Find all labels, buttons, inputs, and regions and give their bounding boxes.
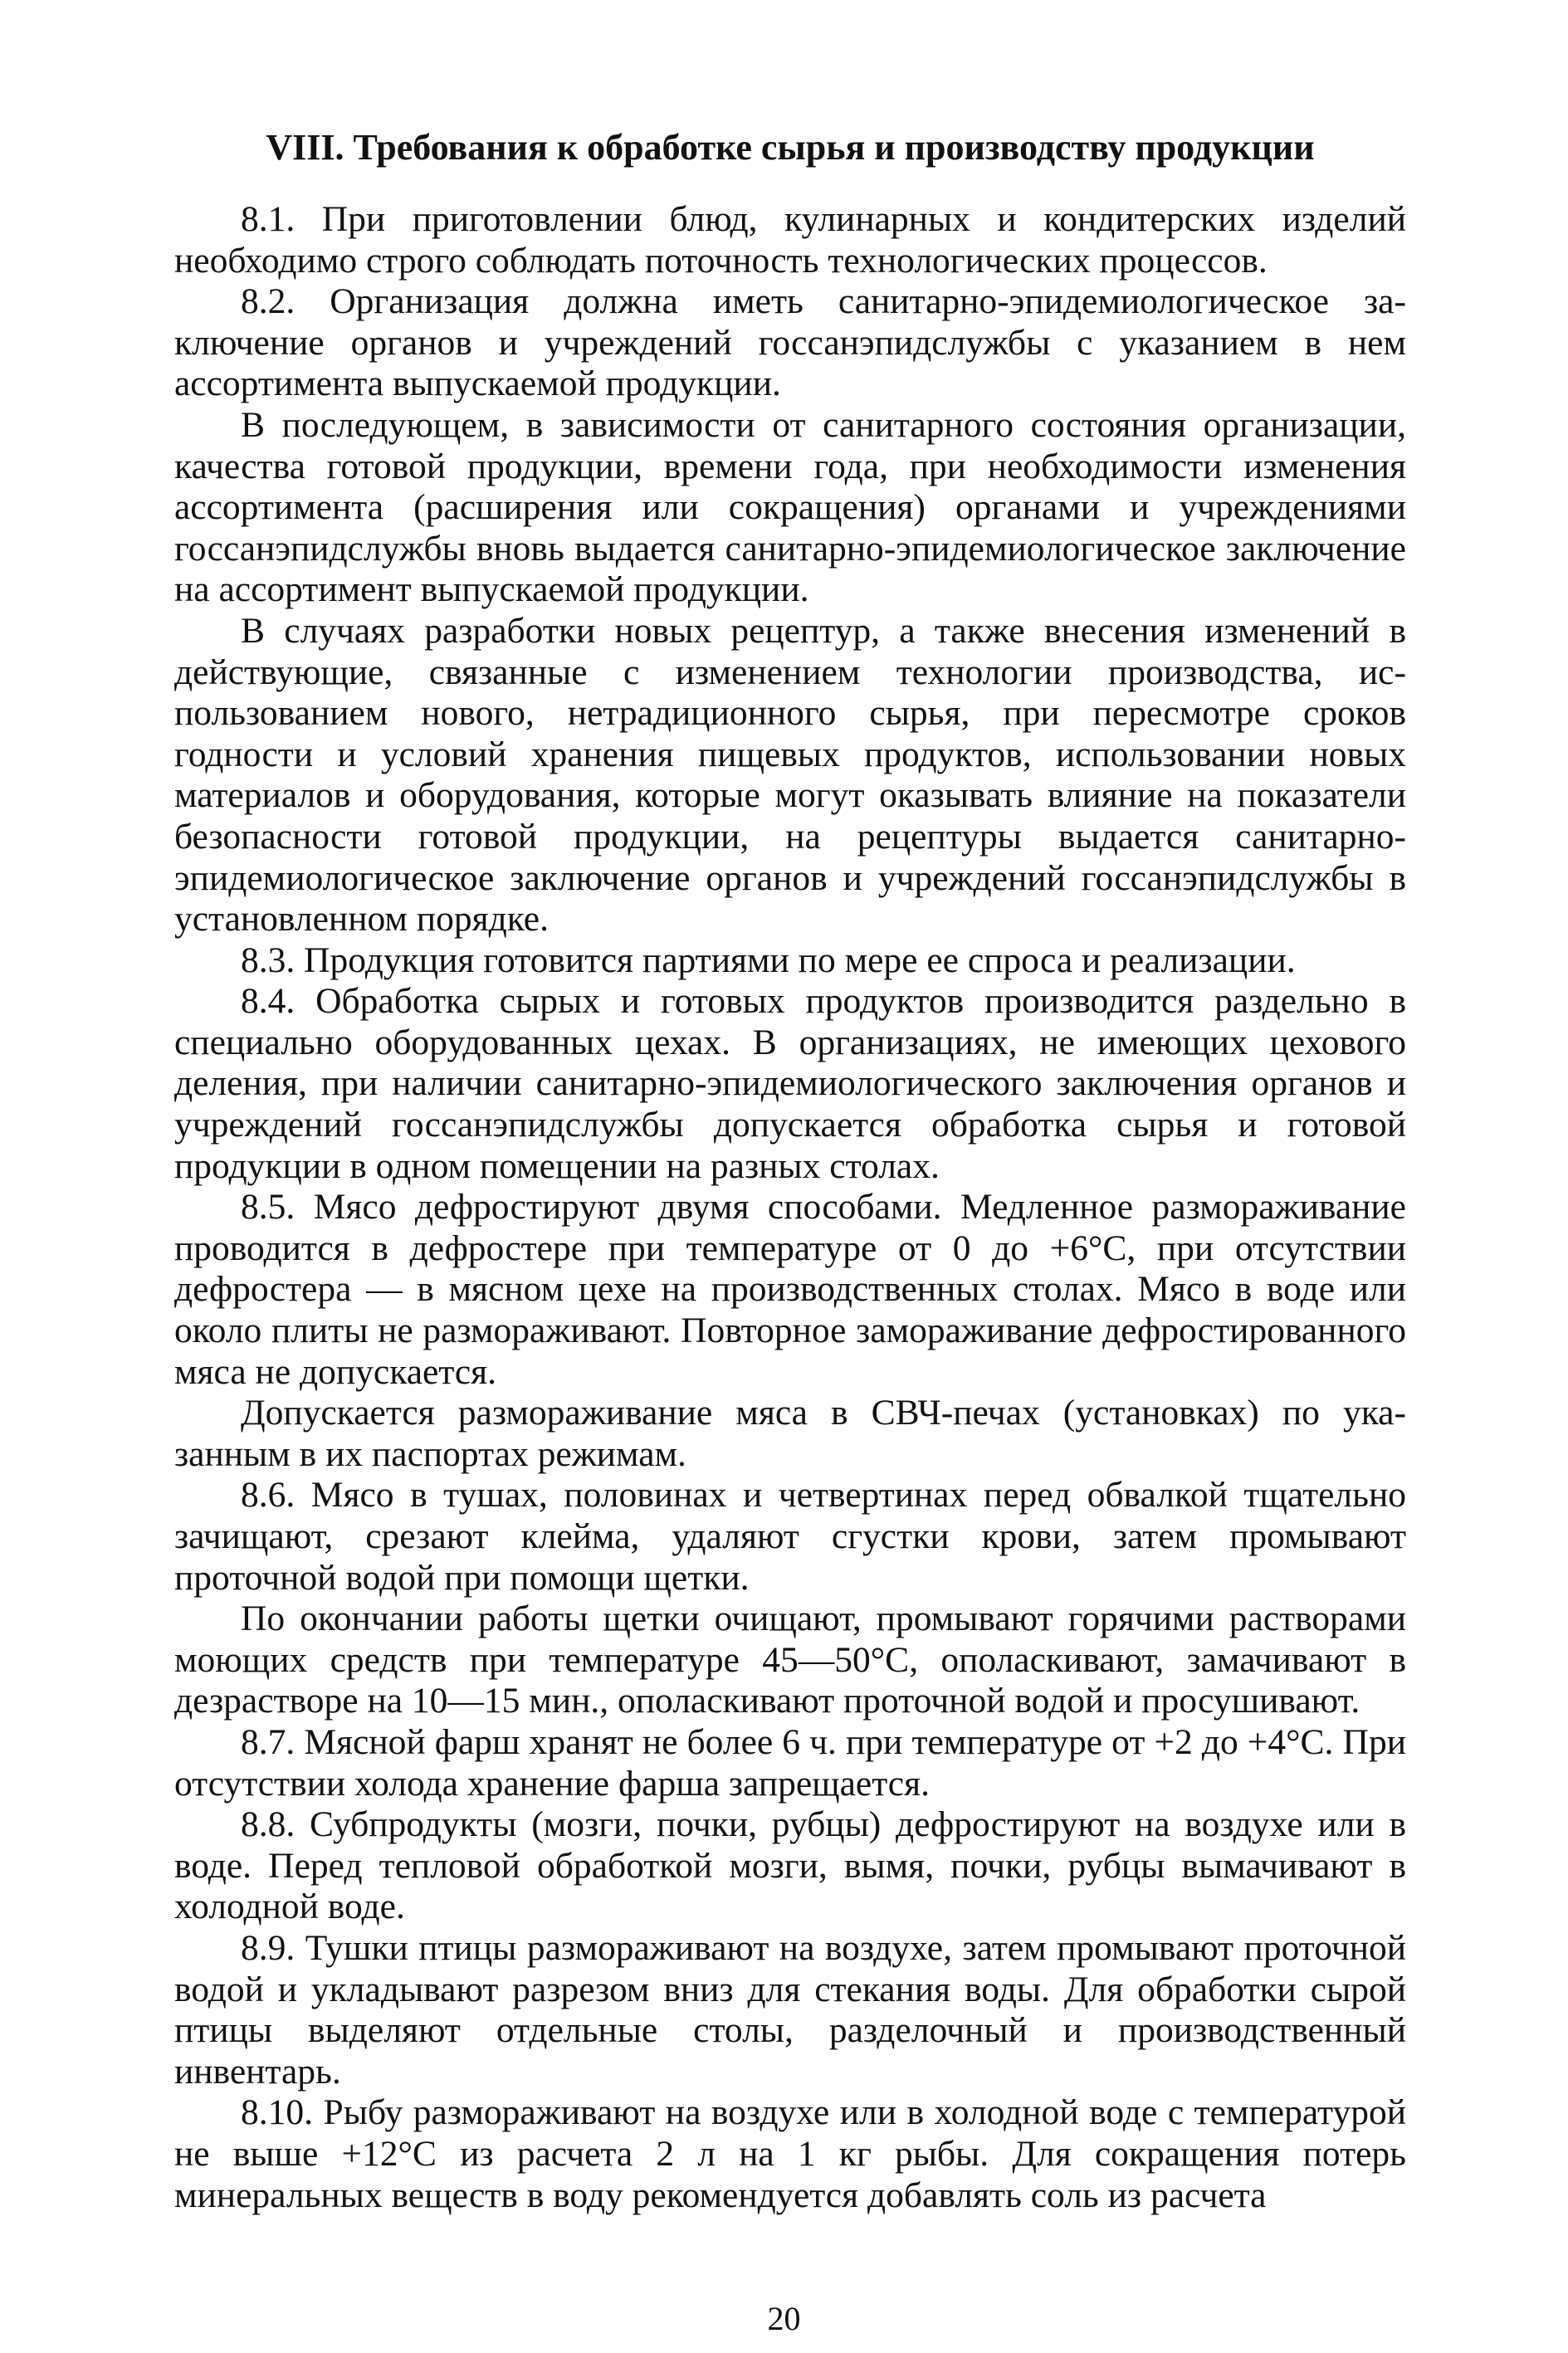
paragraph-8-6: 8.6. Мясо в тушах, половинах и четвертинах перед обвалкой тщательно зачищают, срезают клейма, удаляют сгустки крови, затем промывают проточной водой при помощи щетки. <box>174 1475 1406 1598</box>
paragraph-8-6-continued: По окончании работы щетки очищают, промывают горячими растворами моющих средств при температуре 45—50°С, ополаскивают, замачивают в дезрастворе на 10—15 мин., ополаскивают проточной водой и просушивают. <box>174 1599 1406 1721</box>
section-title: VIII. Требования к обработке сырья и производству продукции <box>266 127 1315 168</box>
paragraph-8-5-continued: Допускается размораживание мяса в СВЧ-печах (установках) по указанным в их паспортах режимам. <box>174 1393 1406 1474</box>
paragraph-8-5: 8.5. Мясо дефростируют двумя способами. Медленное размораживание проводится в дефростере при температуре от 0 до +6°С, при отсутствии дефростера — в мясном цехе на производственных столах. Мясо в воде или около плиты не размораживают. Повторное замораживание дефростированного мяса не допускается. <box>174 1187 1406 1392</box>
paragraph-8-2: 8.2. Организация должна иметь санитарно-эпидемиологическое заключение органов и учреждений госсанэпидслужбы с указанием в нем ассортимента выпускаемой продукции. <box>174 281 1406 404</box>
paragraph-8-2-continued-2: В случаях разработки новых рецептур, а также внесения изменений в действующие, связанные с изменением технологии производства, использованием нового, нетрадиционного сырья, при пересмотре сроков годности и условий хранения пищевых продуктов, использовании новых материалов и оборудования, которые могут оказывать влияние на показатели безопасности готовой продукции, на рецептуры выдается санитарно-эпидемиологическое заключение органов и учреждений госсанэпидслужбы в установленном порядке. <box>174 610 1406 940</box>
page-number: 20 <box>767 2300 801 2337</box>
paragraph-8-8: 8.8. Субпродукты (мозги, почки, рубцы) дефростируют на воздухе или в воде. Перед тепловой обработкой мозги, вымя, почки, рубцы вымачивают в холодной воде. <box>174 1804 1406 1927</box>
paragraph-8-3: 8.3. Продукция готовится партиями по мере ее спроса и реализации. <box>241 940 1296 980</box>
document-page <box>174 124 1406 2216</box>
paragraph-8-4: 8.4. Обработка сырых и готовых продуктов производится раздельно в специально оборудованных цехах. В организациях, не имеющих цехового деления, при наличии санитарно-эпидемиологического заключения органов и учреждений госсанэпидслужбы допускается обработка сырья и готовой продукции в одном помещении на разных столах. <box>174 981 1406 1186</box>
paragraph-8-7: 8.7. Мясной фарш хранят не более 6 ч. при температуре от +2 до +4°С. При отсутствии холода хранение фарша запрещается. <box>174 1721 1406 1804</box>
paragraph-8-9: 8.9. Тушки птицы размораживают на воздухе, затем промывают проточной водой и укладывают разрезом вниз для стекания воды. Для обработки сырой птицы выделяют отдельные столы, разделочный и производственный инвентарь. <box>174 1927 1406 2092</box>
paragraph-8-1: 8.1. При приготовлении блюд, кулинарных и кондитерских изделий необходимо строго соблюдать поточность технологических процессов. <box>174 199 1406 281</box>
paragraph-8-2-continued-1: В последующем, в зависимости от санитарного состояния организации, качества готовой продукции, времени года, при необходимости изменения ассортимента (расширения или сокращения) органами и учреждениями госсанэпидслужбы вновь выдается санитарно-эпидемиологическое заключение на ассортимент выпускаемой продукции. <box>174 404 1406 610</box>
paragraph-8-10: 8.10. Рыбу размораживают на воздухе или в холодной воде с температурой не выше +12°С из расчета 2 л на 1 кг рыбы. Для сокращения потерь минеральных веществ в воду рекомендуется добавлять соль из расчета <box>174 2092 1406 2215</box>
